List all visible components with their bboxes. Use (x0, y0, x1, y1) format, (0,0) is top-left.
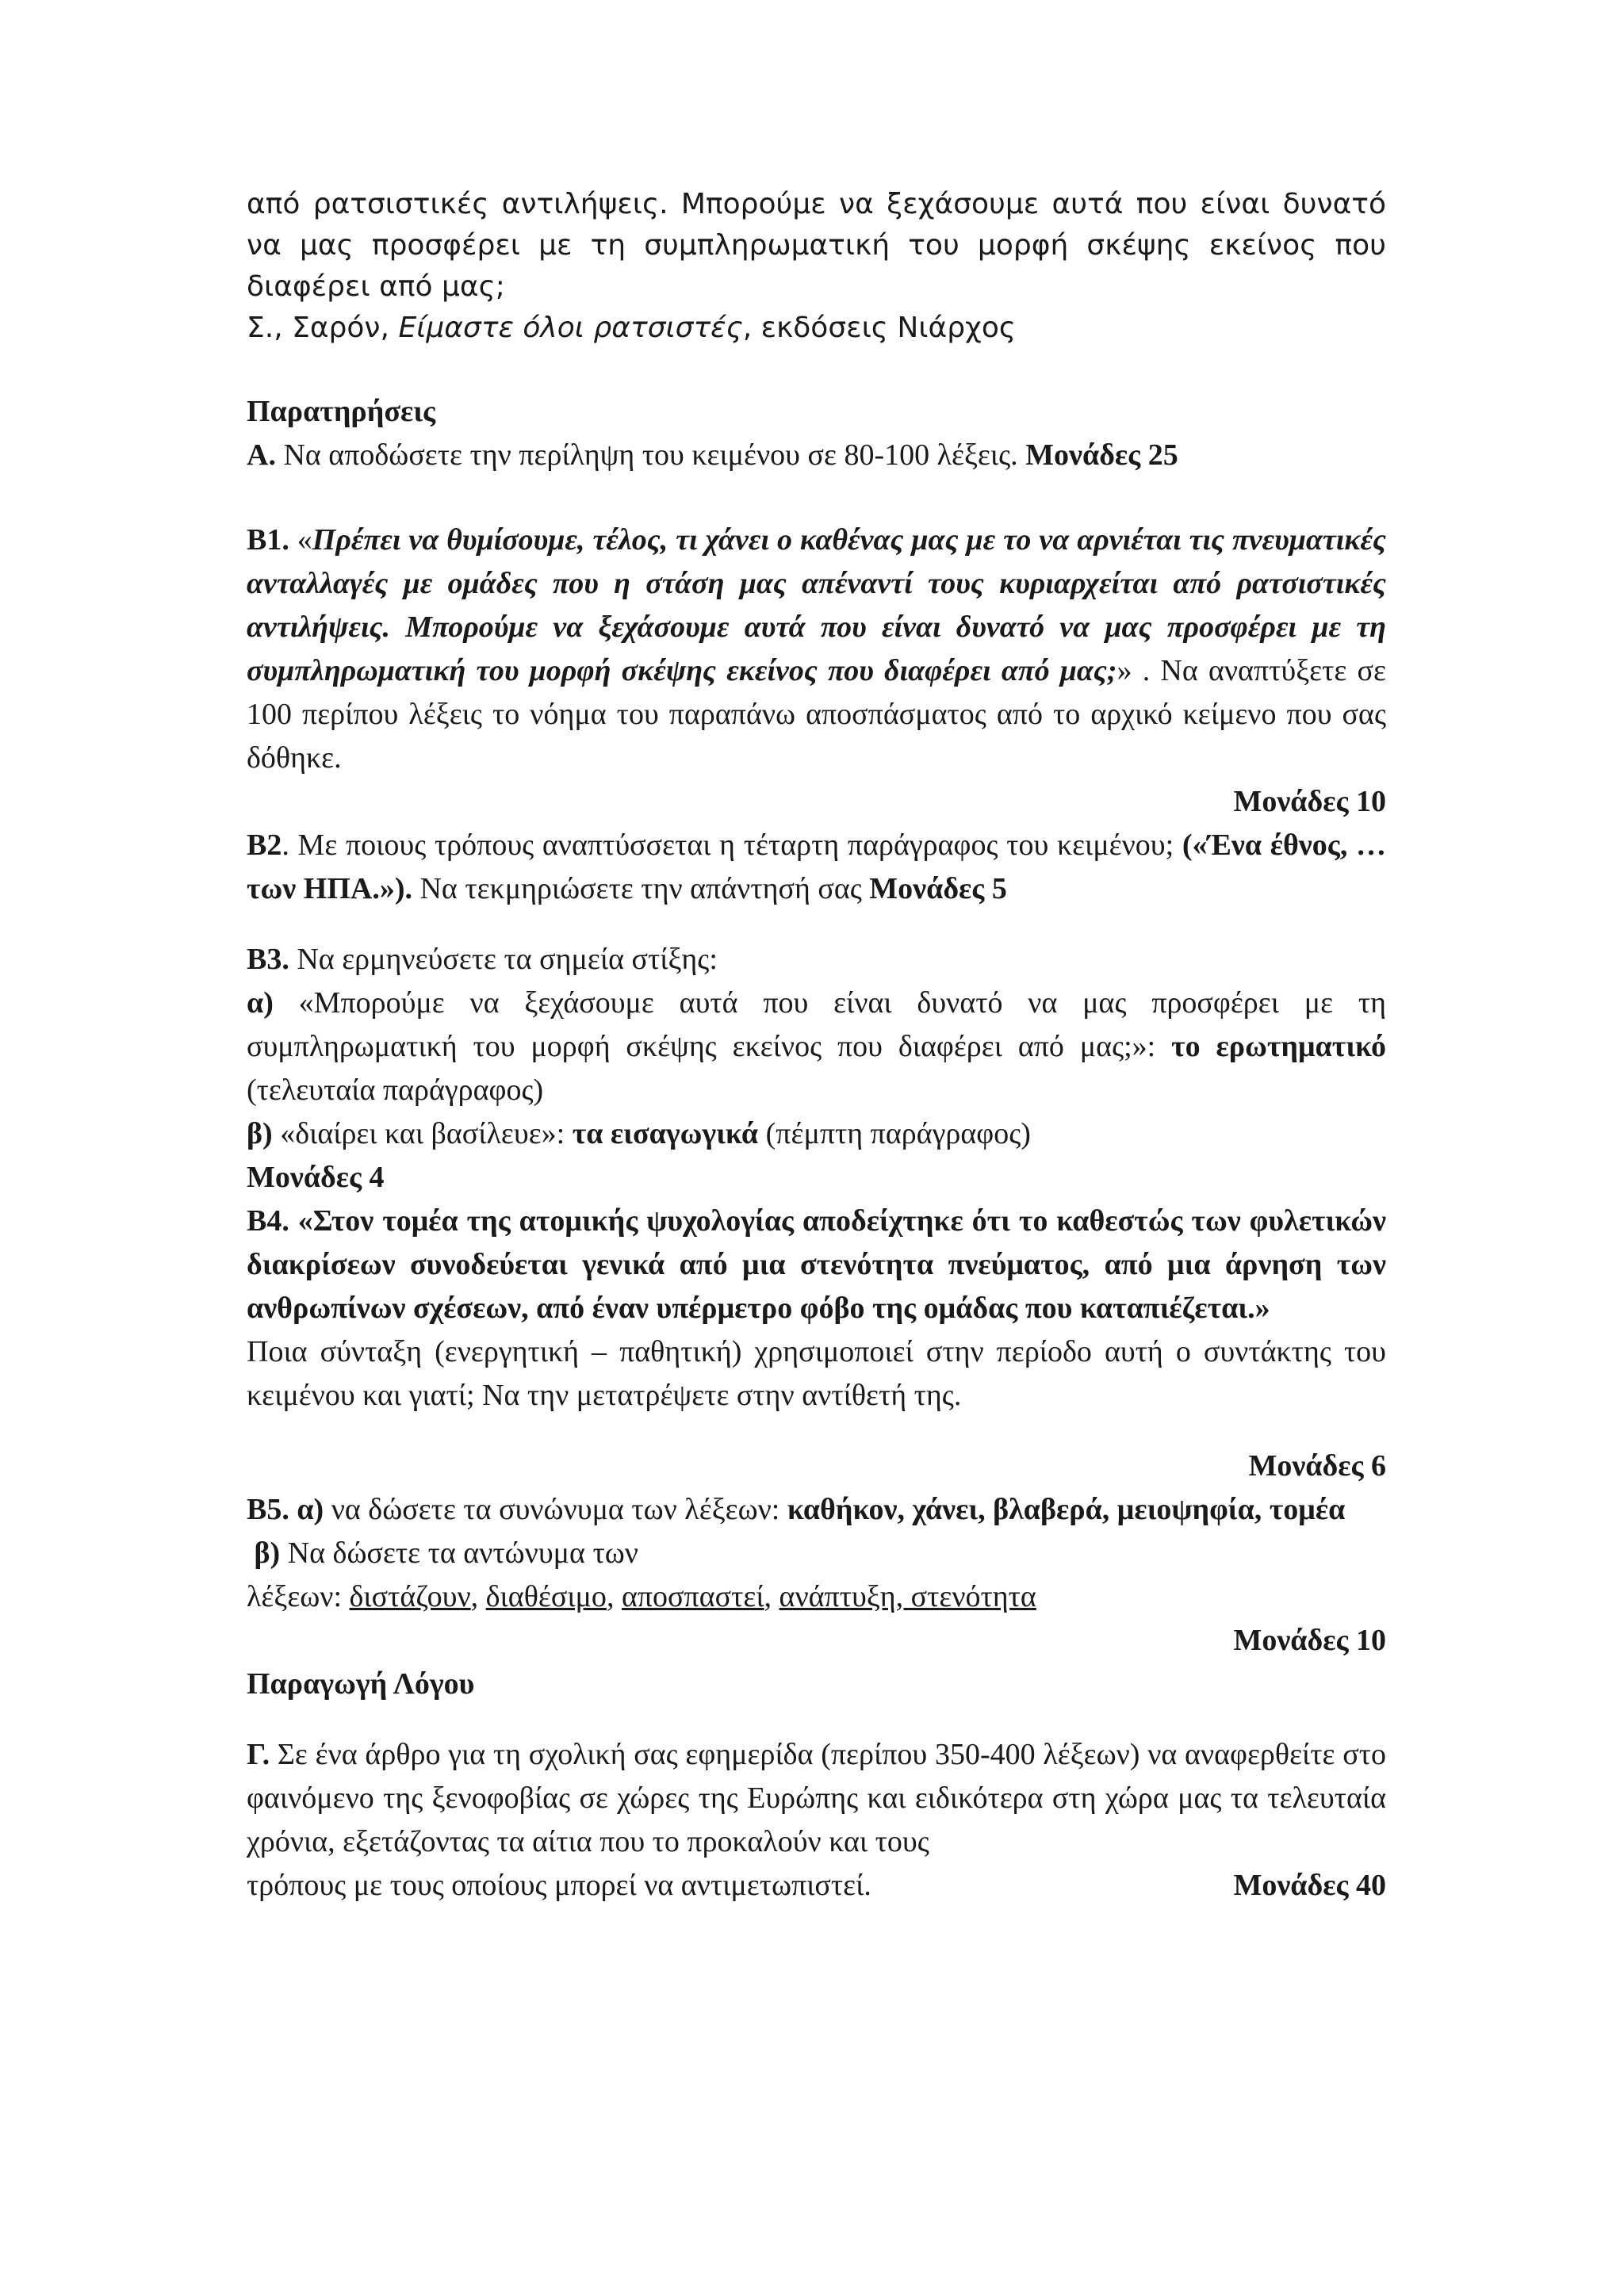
question-b2-marks: Μονάδες 5 (869, 872, 1007, 905)
question-b3-a-label: α) (247, 986, 274, 1020)
excerpt-paragraph (247, 184, 1386, 308)
question-b3-marks: Μονάδες 4 (247, 1161, 385, 1194)
question-b4-label: Β4 (247, 1204, 282, 1238)
question-b3-a-text: «Μπορούμε να ξεχάσουμε αυτά που είναι δυνατό να μας προσφέρει με τη συμπληρωματική του μορφή σκέψης εκείνος που διαφέρει από μας;»: (247, 986, 1386, 1063)
question-b3-b-label: β) (247, 1117, 273, 1150)
antonym-word: αποσπαστεί (621, 1580, 764, 1613)
question-g-last: τρόπους με τους οποίους μπορεί να αντιμετωπιστεί. (247, 1869, 871, 1902)
question-b1-quote: Πρέπει να θυμίσουμε, τέλος, τι χάνει ο καθένας μας με το να αρνιέται τις πνευματικές ανταλλαγές με ομάδες που η στάση μας απέναντί τους κυριαρχείται από ρατσιστικές αντιλήψεις. Μπορούμε να ξεχάσουμε αυτά που είναι δυνατό να μας προσφέρει με τη συμπληρωματική του μορφή σκέψης εκείνος που διαφέρει από μας; (247, 523, 1386, 687)
question-b3-a-bold: το ερωτηματικό (1171, 1030, 1386, 1063)
question-b5-b (247, 1532, 1386, 1575)
quote-close: » . (1116, 654, 1161, 687)
excerpt-source (247, 308, 1386, 349)
question-b3-b-text: «διαίρει και βασίλευε»: (272, 1117, 573, 1150)
question-b3-b-bold: τα εισαγωγικά (572, 1117, 759, 1150)
question-b1-text: Να αναπτύξετε σε 100 περίπου λέξεις το νόημα του παραπάνω αποσπάσματος από το αρχικό κείμενο που σας δόθηκε. (247, 654, 1386, 775)
question-a-marks: Μονάδες 25 (1025, 438, 1178, 472)
document-page (247, 184, 1386, 1908)
question-b2 (247, 824, 1386, 911)
question-a-label: Α. (247, 438, 276, 472)
question-b4 (247, 1200, 1386, 1330)
question-b3-intro: Να ερμηνεύσετε τα σημεία στίξης: (289, 943, 718, 976)
question-b4-quote: . «Στον τομέα της ατομικής ψυχολογίας αποδείχτηκε ότι το καθεστώς των φυλετικών διακρίσεων συνοδεύεται γενικά από μια στενότητα πνεύματος, από μια άρνηση των ανθρωπίνων σχέσεων, από έναν υπέρμετρο φόβο της ομάδας που καταπιέζεται.» (247, 1204, 1386, 1325)
question-b5-a-words: καθήκον, χάνει, βλαβερά, μειοψηφία, τομέα (787, 1493, 1346, 1526)
question-b1-marks: Μονάδες 10 (1233, 785, 1386, 818)
antonym-word: διαθέσιμο (485, 1580, 607, 1613)
question-b1-label: Β1. (247, 523, 289, 557)
question-g-marks: Μονάδες 40 (1233, 1869, 1386, 1902)
question-g-text: Σε ένα άρθρο για τη σχολική σας εφημερίδα (περίπου 350-400 λέξεων) να αναφερθείτε στο φαινόμενο της ξενοφοβίας σε χώρες της Ευρώπης και ειδικότερα στη χώρα μας τα τελευταία χρόνια, εξετάζοντας τα αίτια που το προκαλούν και τους (247, 1738, 1386, 1858)
observations-heading: Παρατηρήσεις (247, 395, 436, 428)
question-g-last-line (247, 1864, 1386, 1908)
question-b4-text: Ποια σύνταξη (ενεργητική – παθητική) χρησιμοποιεί στην περίοδο αυτή ο συντάκτης του κειμένου και γιατί; Να την μετατρέψετε στην αντίθετή της. (247, 1335, 1386, 1412)
source-title: Είμαστε όλοι ρατσιστές (398, 312, 743, 344)
source-author: Σ., Σαρόν, (247, 312, 399, 344)
question-b2-text2: Να τεκμηριώσετε την απάντησή σας (412, 872, 870, 905)
question-b5-b-label: β) (254, 1536, 281, 1570)
question-b2-ref: («Ένα έθνος, … των ΗΠΑ.»). (247, 828, 1386, 905)
question-b3-b-note: (πέμπτη παράγραφος) (758, 1117, 1031, 1150)
question-b5-a (247, 1488, 1386, 1532)
question-g (247, 1733, 1386, 1864)
question-b2-label: Β2 (247, 828, 282, 862)
antonym-word: διστάζουν (349, 1580, 471, 1613)
question-b3-b (247, 1112, 1386, 1156)
question-g-label: Γ. (247, 1738, 270, 1771)
question-a-text: Να αποδώσετε την περίληψη του κειμένου σε 80-100 λέξεις. (275, 438, 1026, 472)
question-b4-marks: Μονάδες 6 (1248, 1449, 1386, 1483)
question-b3-label: Β3. (247, 943, 289, 976)
question-b5-label: Β5. α) (247, 1493, 324, 1526)
antonym-word: ανάπτυξη, στενότητα (779, 1580, 1036, 1613)
source-publisher: , εκδόσεις Νιάρχος (742, 312, 1017, 344)
question-b5-b-text: Να δώσετε τα αντώνυμα των (280, 1536, 638, 1570)
question-b2-text: . Με ποιους τρόπους αναπτύσσεται η τέταρτη παράγραφος του κειμένου; (282, 828, 1182, 862)
question-b3-a-note: (τελευταία παράγραφος) (247, 1073, 544, 1107)
question-b3-a (247, 982, 1386, 1112)
question-b5-b-words-line: λέξεων: διστάζουν, διαθέσιμο, αποσπαστεί, ανάπτυξη, στενότητα (247, 1580, 1036, 1613)
question-b5-marks: Μονάδες 10 (1233, 1624, 1386, 1657)
excerpt-text: από ρατσιστικές αντιλήψεις. Μπορούμε να ξεχάσουμε αυτά που είναι δυνατό να μας προσφέρει με τη συμπληρωματική του μορφή σκέψης εκείνος που διαφέρει από μας; (247, 188, 1386, 303)
question-b3 (247, 938, 1386, 982)
quote-open: « (289, 523, 312, 557)
production-heading: Παραγωγή Λόγου (247, 1667, 475, 1701)
question-b1 (247, 519, 1386, 780)
question-b5-a-text: να δώσετε τα συνώνυμα των λέξεων: (324, 1493, 787, 1526)
question-a (247, 434, 1386, 477)
question-b5-b-text2: λέξεων: (247, 1580, 350, 1613)
